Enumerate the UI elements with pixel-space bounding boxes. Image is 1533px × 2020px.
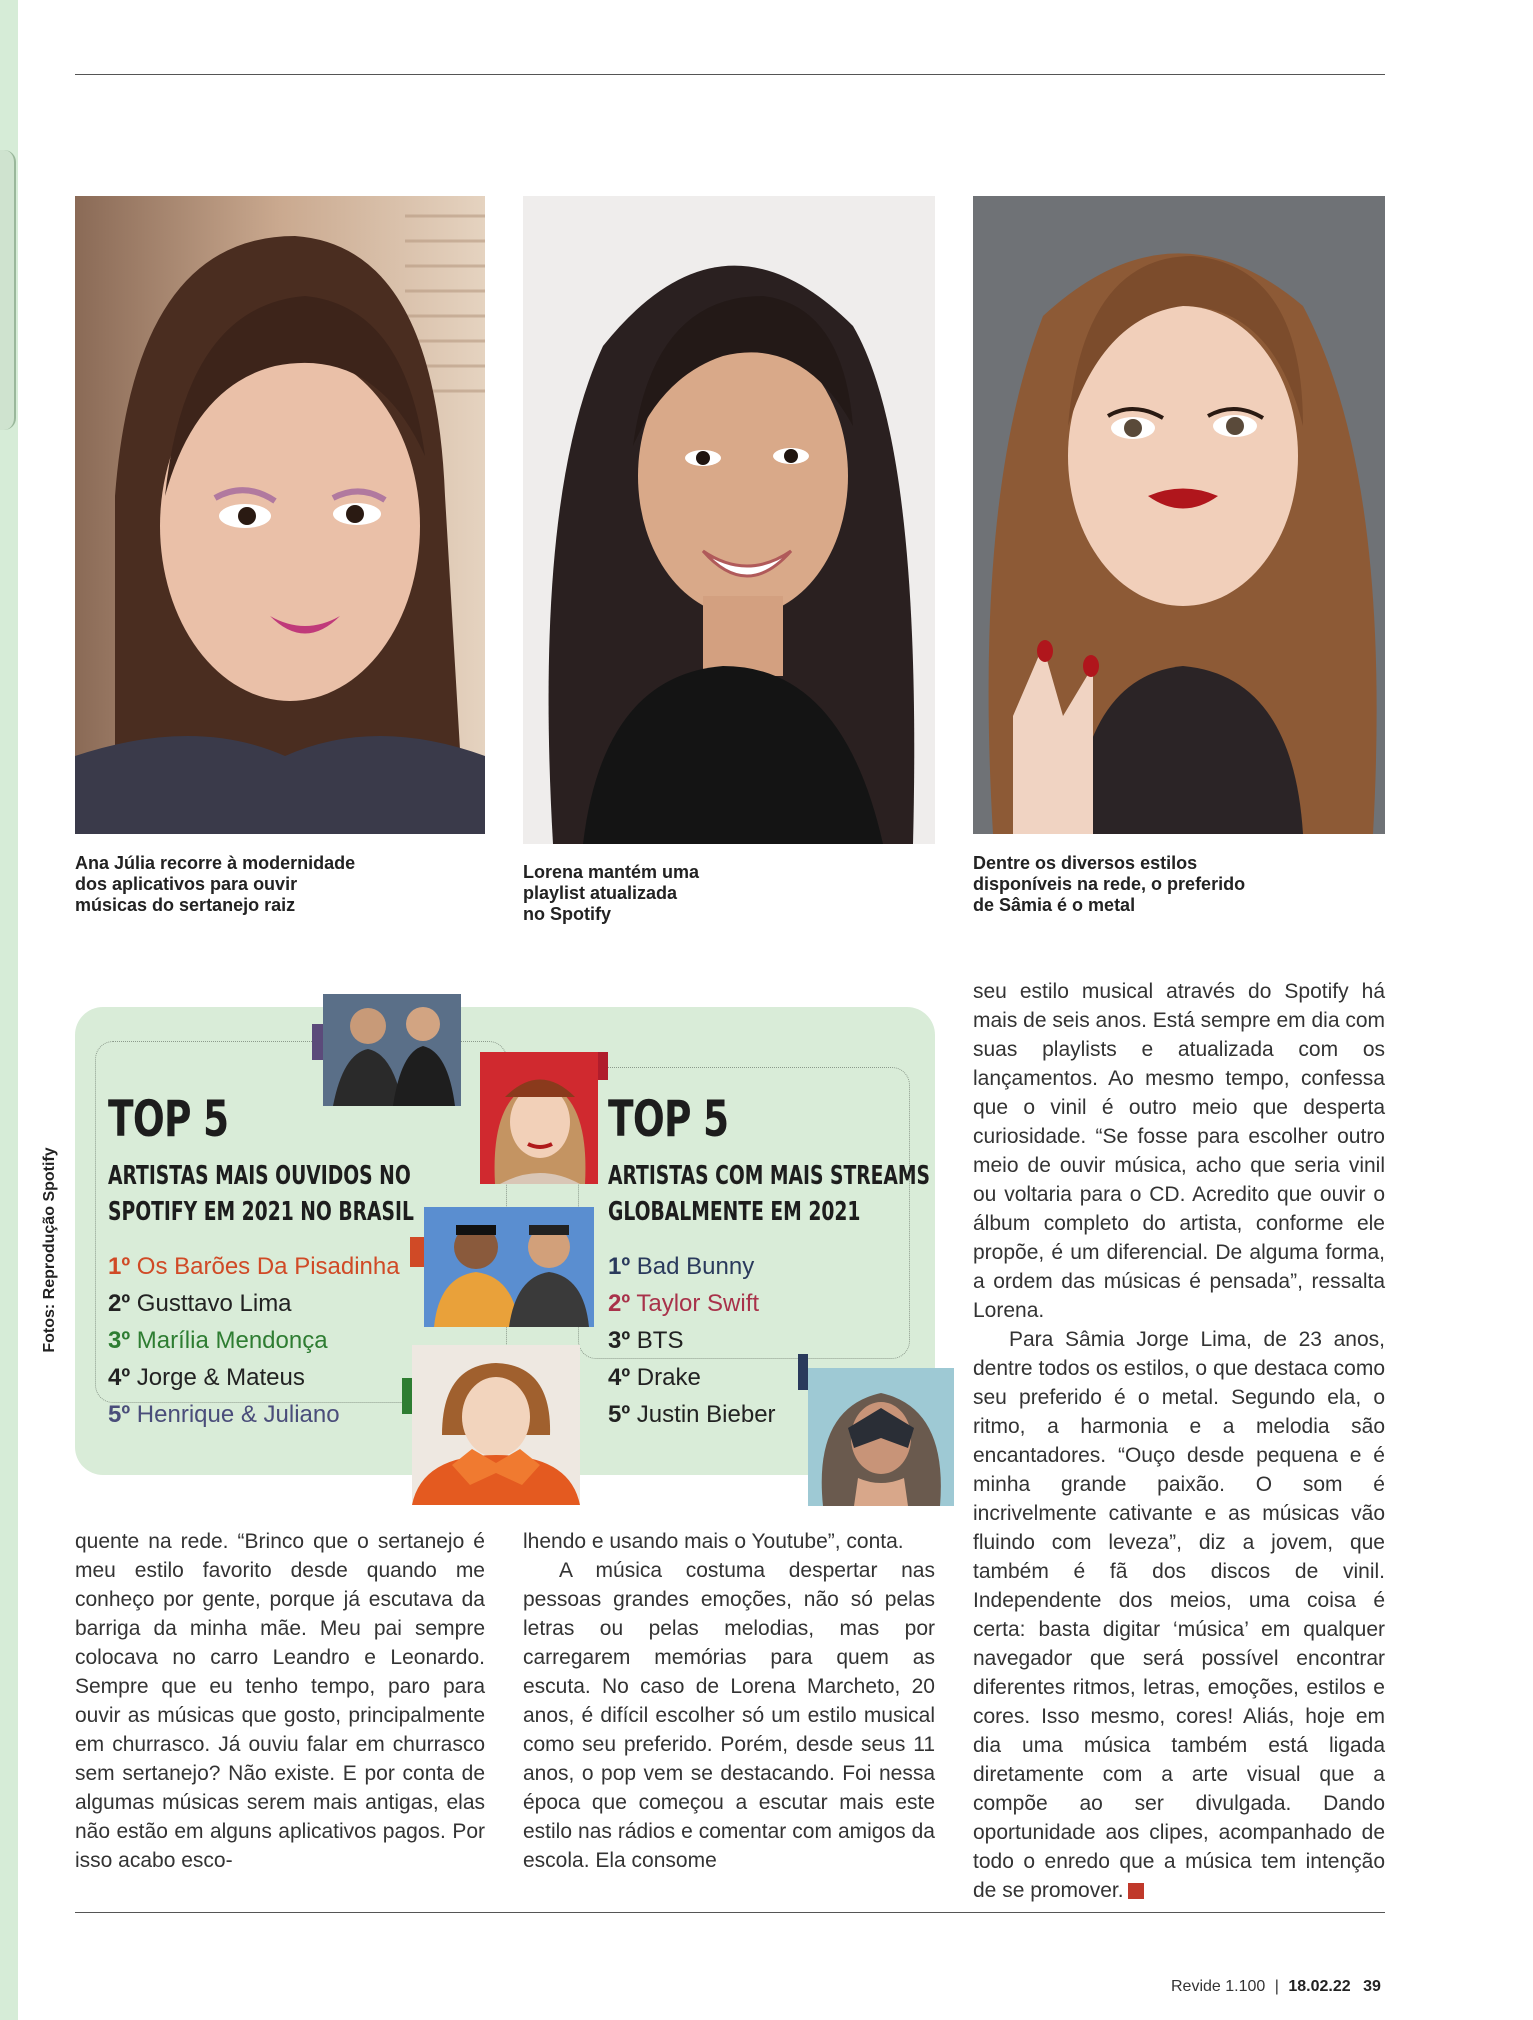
- caption-samia: Dentre os diversos estilos disponíveis na rede, o preferido de Sâmia é o metal: [973, 853, 1246, 915]
- thumb-baroes-da-pisadinha: [424, 1207, 594, 1327]
- caption-lorena: Lorena mantém uma playlist atualizada no Spotify: [523, 862, 700, 924]
- top5-brasil-title: TOP 5: [108, 1090, 229, 1148]
- list-item: 3º BTS: [608, 1327, 684, 1354]
- bottom-rule: [75, 1912, 1385, 1913]
- photo-samia: [973, 196, 1385, 834]
- thumb-henrique-juliano: [323, 994, 461, 1106]
- list-item: 4º Drake: [608, 1364, 701, 1391]
- caption-ana-julia: Ana Júlia recorre à modernidade dos aplicativos para ouvir músicas do sertanejo raiz: [75, 853, 356, 915]
- photo-ana-julia: [75, 196, 485, 834]
- accent-square: [798, 1354, 808, 1390]
- page-footer: Revide 1.100 | 18.02.22 39: [1171, 1978, 1381, 1995]
- end-mark-icon: R: [1128, 1883, 1144, 1899]
- top5-brasil-subtitle: ARTISTAS MAIS OUVIDOS NO SPOTIFY EM 2021 NO BRASIL: [108, 1161, 414, 1227]
- list-item: 5º Justin Bieber: [608, 1401, 776, 1428]
- top5-global-list: [608, 1248, 776, 1433]
- list-item: 1º Bad Bunny: [608, 1253, 755, 1280]
- list-item: 2º Gusttavo Lima: [108, 1290, 292, 1317]
- thumb-marilia-mendonca: [412, 1345, 580, 1505]
- top-rule: [75, 74, 1385, 75]
- top5-global-title: TOP 5: [608, 1090, 729, 1148]
- body-column-1: quente na rede. “Brinco que o sertanejo é meu estilo favorito desde quando me conheço por gente, porque já escutava da barriga da minha mãe. Meu pai sempre colocava no carro Leandro e Leonardo. Sempre que eu tenho tempo, paro para ouvir as músicas que gosto, principalmente em churrasco. Já ouviu falar em churrasco sem sertanejo? Não existe. E por conta de algumas músicas serem mais antigas, elas não estão em alguns aplicativos pagos. Por isso acabo esco-: [75, 1530, 485, 1872]
- list-item: 3º Marília Mendonça: [108, 1327, 328, 1354]
- top5-brasil-list: [108, 1248, 400, 1433]
- thumb-taylor-swift: [480, 1052, 598, 1184]
- thumb-bad-bunny: [808, 1368, 954, 1506]
- body-column-3: seu estilo musical através do Spotify há mais de seis anos. Está sempre em dia com suas playlists e atualizada com os lançamentos. Ao mesmo tempo, confessa que o vinil é outro meio que desperta curiosidade. “Se fosse para escolher outro meio de ouvir música, acho que seria vinil ou voltaria para o CD. Acredito que ouvir o álbum completo do artista, conforme ele propõe, é um diferencial. De alguma forma, a ordem das músicas é pensada”, ressalta Lorena. Para Sâmia Jorge Lima, de 23 anos, dentre todos os estilos, o que destaca como seu preferido é o metal. Segundo ela, o ritmo, a harmonia e a melodia são encantadores. “Ouço desde pequena e é minha grande paixão. O som é incrivelmente cativante e as músicas vão fluindo com leveza”, diz a jovem, que também é fã dos discos de vinil. Independente dos meios, uma coisa é certa: basta digitar ‘música’ em qualquer navegador que será possível encontrar diferentes ritmos, letras, emoções, estilos e cores. Isso mesmo, cores! Aliás, hoje em dia uma música também está ligada diretamente com a arte visual que a compõe ao ser divulgada. Dando oportunidade aos clipes, acompanhado de todo o enredo que a música tem intenção de se promover. R: [973, 980, 1386, 1902]
- list-item: 5º Henrique & Juliano: [108, 1401, 340, 1428]
- top5-global-subtitle: ARTISTAS COM MAIS STREAMS GLOBALMENTE EM 2021: [608, 1161, 931, 1227]
- photo-lorena: [523, 196, 935, 844]
- list-item: 2º Taylor Swift: [608, 1290, 760, 1317]
- list-item: 4º Jorge & Mateus: [108, 1364, 305, 1391]
- page-edge-strip: [0, 0, 18, 2020]
- body-column-2: lhendo e usando mais o Youtube”, conta. A música costuma despertar nas pessoas grandes emoções, não só pelas letras ou pelas melodias, mas por carregarem memórias para quem as escuta. No caso de Lorena Marcheto, 20 anos, é difícil escolher só um estilo musical como seu preferido. Porém, desde seus 11 anos, o pop vem se destacando. Foi nessa época que começou a escutar mais este estilo nas rádios e comentar com amigos da escola. Ela consome: [523, 1530, 935, 1872]
- photo-credit: Fotos: Reprodução Spotify: [41, 1147, 58, 1353]
- list-item: 1º Os Barões Da Pisadinha: [108, 1253, 400, 1280]
